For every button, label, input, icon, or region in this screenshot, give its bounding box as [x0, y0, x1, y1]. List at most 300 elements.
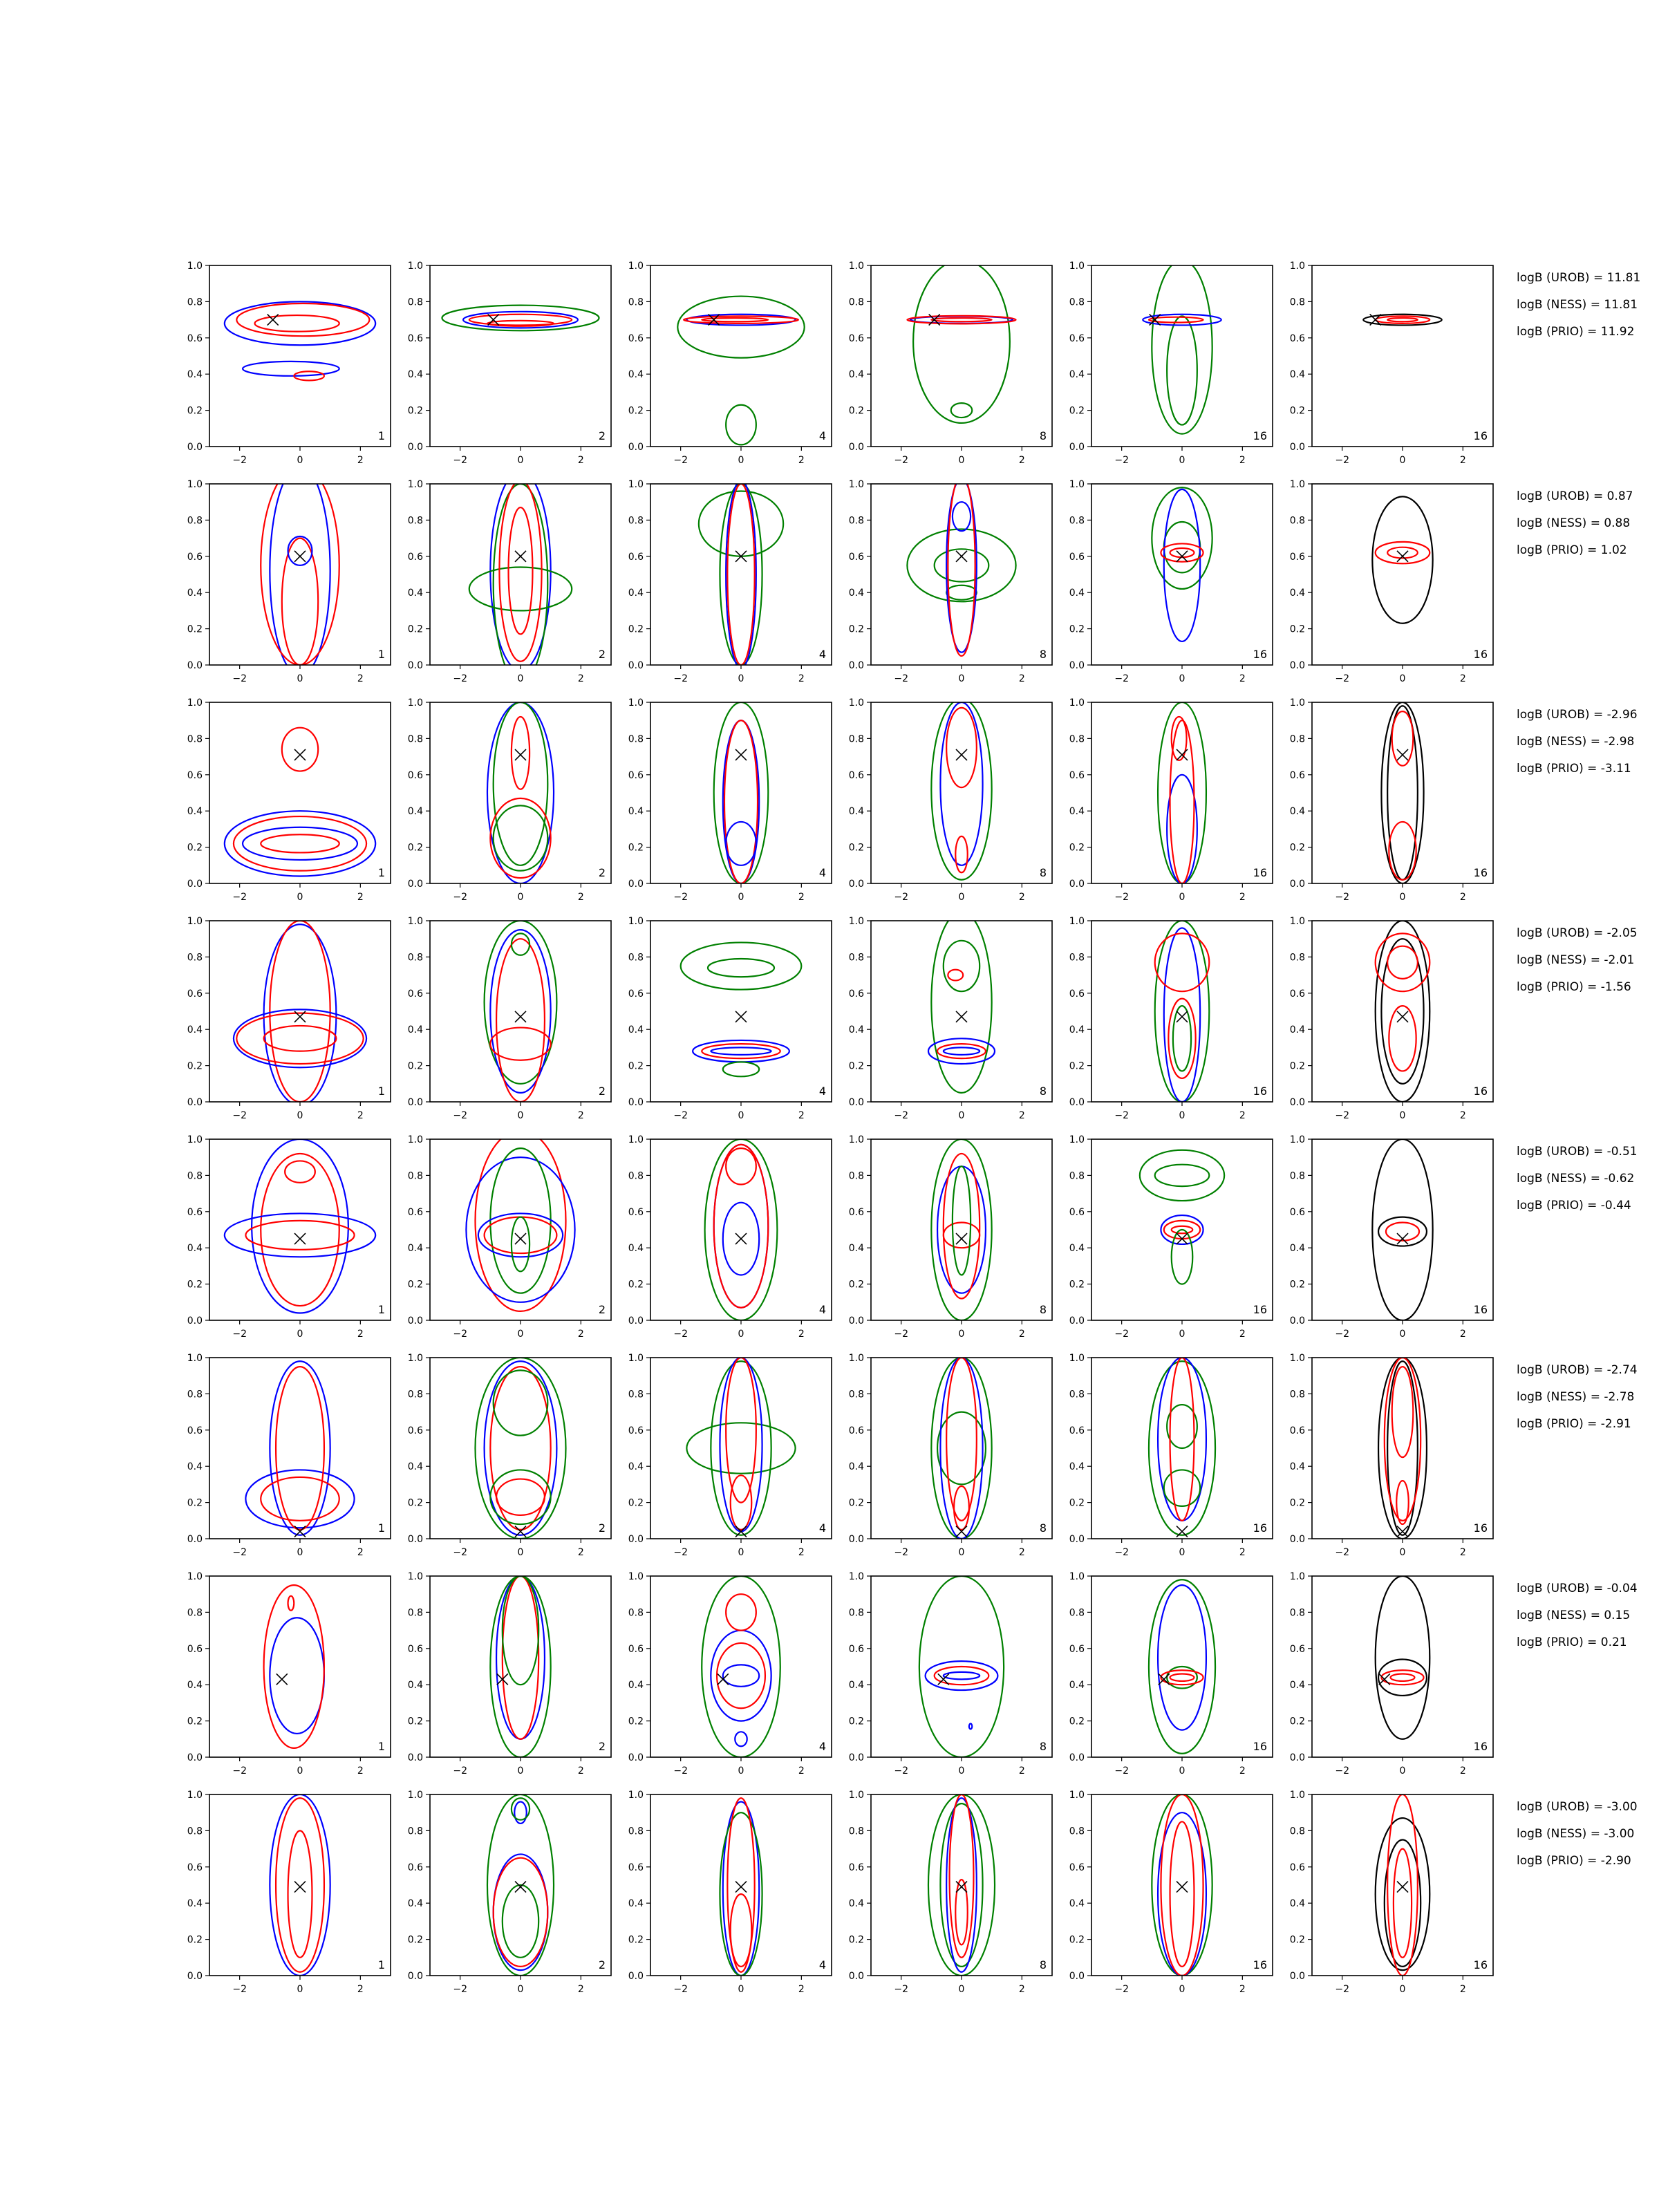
true-value-marker: [1177, 1882, 1188, 1893]
y-tick-label: 0.8: [1069, 297, 1085, 308]
panel-label: 4: [818, 1085, 826, 1098]
contour-line: [490, 930, 550, 1093]
x-tick-label: 2: [1459, 1329, 1466, 1340]
panel-r3-c4: [849, 697, 1052, 903]
x-tick-label: 0: [297, 1547, 303, 1558]
x-tick-label: 0: [958, 673, 965, 684]
y-tick-label: 0.2: [628, 624, 644, 635]
contour-group: [919, 1576, 1004, 1757]
y-tick-label: 0.6: [407, 1862, 423, 1873]
true-value-marker: [956, 1011, 967, 1022]
x-tick-label: 2: [1239, 455, 1246, 466]
contour-line: [723, 1665, 759, 1686]
y-tick-label: 1.0: [407, 1353, 423, 1364]
y-tick-label: 0.2: [1069, 842, 1085, 854]
contour-line: [1376, 542, 1430, 563]
axes-frame: [430, 1576, 611, 1757]
contour-line: [935, 549, 989, 581]
panel-r3-c1: [187, 697, 391, 903]
contour-line: [726, 1148, 756, 1184]
contour-line: [1376, 1576, 1430, 1739]
x-tick-label: 0: [1399, 673, 1406, 684]
y-tick-label: 0.4: [407, 588, 423, 599]
y-tick-label: 0.6: [848, 1206, 864, 1218]
y-tick-label: 0.4: [628, 806, 644, 818]
true-value-marker: [294, 749, 306, 760]
contour-line: [950, 1794, 974, 1958]
y-tick-label: 0.8: [187, 1826, 203, 1837]
y-tick-label: 0.0: [1069, 1097, 1085, 1108]
y-tick-label: 0.2: [187, 1934, 203, 1946]
contour-line: [245, 1470, 354, 1528]
y-tick-label: 1.0: [187, 1571, 203, 1582]
panel-r3-c3: [628, 697, 832, 903]
y-tick-label: 0.0: [628, 1315, 644, 1327]
x-tick-label: −2: [1114, 673, 1129, 684]
contour-line: [1173, 1006, 1191, 1071]
x-tick-label: 2: [1239, 1547, 1246, 1558]
logb-label: logB (PRIO) = -2.91: [1517, 1417, 1631, 1431]
y-tick-label: 1.0: [628, 1790, 644, 1801]
y-tick-label: 0.4: [848, 1898, 864, 1910]
contour-line: [714, 1145, 769, 1308]
panel-label: 2: [598, 1085, 606, 1098]
panel-label: 16: [1473, 648, 1488, 661]
panel-label: 1: [377, 648, 385, 661]
x-tick-label: 2: [1459, 892, 1466, 903]
y-tick-label: 0.4: [1069, 1461, 1085, 1473]
contour-line: [225, 301, 375, 345]
y-tick-label: 0.2: [848, 842, 864, 854]
x-tick-label: 2: [1018, 1110, 1025, 1121]
axes-frame: [1312, 484, 1493, 665]
logb-label: logB (UROB) = -3.00: [1517, 1800, 1638, 1814]
panel-r7-c6: [1290, 1571, 1493, 1777]
y-tick-label: 0.8: [407, 1170, 423, 1182]
contour-line: [940, 702, 982, 865]
panel-r4-c6: [1290, 916, 1493, 1121]
panel-label: 2: [598, 1740, 606, 1753]
y-tick-label: 0.6: [1069, 769, 1085, 781]
logb-label: logB (UROB) = -0.04: [1517, 1582, 1638, 1595]
x-tick-label: −2: [1335, 673, 1349, 684]
contour-group: [1152, 487, 1212, 641]
contour-line: [1391, 1674, 1415, 1680]
contour-line: [946, 708, 977, 787]
axes-frame: [209, 484, 391, 665]
y-tick-label: 0.8: [628, 297, 644, 308]
x-tick-label: 0: [738, 1765, 744, 1777]
panel-label: 1: [377, 1085, 385, 1098]
contour-line: [907, 529, 1015, 602]
contour-line: [727, 484, 754, 665]
y-tick-label: 0.0: [1289, 1534, 1305, 1545]
x-tick-label: 0: [958, 892, 965, 903]
x-tick-label: −2: [1335, 892, 1349, 903]
contour-line: [928, 1038, 995, 1064]
logb-label: logB (UROB) = -2.05: [1517, 926, 1638, 940]
y-tick-label: 0.8: [187, 952, 203, 964]
axes-frame: [1091, 921, 1273, 1102]
y-tick-label: 0.2: [628, 1279, 644, 1291]
x-tick-label: 0: [1179, 1110, 1185, 1121]
contour-line: [702, 318, 768, 321]
y-tick-label: 0.0: [848, 1752, 864, 1763]
axes-frame: [650, 1358, 832, 1539]
panel-r6-c6: [1290, 1353, 1493, 1558]
x-tick-label: −2: [1335, 455, 1349, 466]
axes-frame: [209, 1139, 391, 1320]
contour-line: [490, 1028, 550, 1060]
y-tick-label: 0.8: [848, 297, 864, 308]
contour-group: [907, 260, 1015, 423]
y-tick-label: 0.6: [628, 332, 644, 344]
contour-group: [1152, 1794, 1212, 1976]
x-tick-label: −2: [673, 673, 688, 684]
contour-line: [944, 1047, 980, 1054]
axes-frame: [430, 1358, 611, 1539]
x-tick-label: −2: [1114, 455, 1129, 466]
axes-frame: [1091, 484, 1273, 665]
x-tick-label: 0: [1179, 1984, 1185, 1995]
x-tick-label: 0: [517, 1329, 524, 1340]
y-tick-label: 0.0: [1289, 879, 1305, 890]
y-tick-label: 0.0: [407, 1534, 423, 1545]
y-tick-label: 0.6: [1289, 1206, 1305, 1218]
x-tick-label: 2: [357, 673, 364, 684]
y-tick-label: 1.0: [1289, 916, 1305, 927]
x-tick-label: 0: [517, 1765, 524, 1777]
contour-line: [926, 1661, 998, 1690]
contour-line: [234, 816, 366, 871]
contour-line: [1170, 1358, 1194, 1521]
x-tick-label: 2: [1239, 892, 1246, 903]
y-tick-label: 1.0: [628, 1571, 644, 1582]
panel-r4-c3: [628, 916, 832, 1121]
axes-frame: [1312, 1139, 1493, 1320]
contour-line: [955, 1880, 967, 1944]
contour-group: [225, 1139, 375, 1313]
y-tick-label: 0.6: [187, 769, 203, 781]
y-tick-label: 0.8: [628, 1389, 644, 1400]
x-tick-label: 0: [1399, 1329, 1406, 1340]
contour-line: [503, 1576, 538, 1739]
x-tick-label: 0: [1179, 1765, 1185, 1777]
y-tick-label: 0.0: [628, 1971, 644, 1982]
y-tick-label: 0.8: [1289, 297, 1305, 308]
y-tick-label: 0.8: [1069, 1389, 1085, 1400]
contour-line: [714, 702, 769, 883]
true-value-marker: [956, 1233, 967, 1244]
y-tick-label: 0.8: [1069, 733, 1085, 745]
x-tick-label: 0: [297, 892, 303, 903]
true-value-marker: [515, 749, 526, 760]
x-tick-label: −2: [673, 455, 688, 466]
y-tick-label: 0.2: [1069, 624, 1085, 635]
y-tick-label: 1.0: [848, 479, 864, 490]
y-tick-label: 0.8: [848, 733, 864, 745]
contour-line: [469, 568, 572, 611]
x-tick-label: 2: [577, 1765, 584, 1777]
contour-group: [931, 1139, 991, 1320]
axes-frame: [650, 265, 832, 447]
y-tick-label: 0.8: [628, 1826, 644, 1837]
y-tick-label: 0.2: [187, 1716, 203, 1727]
panel-r6-c2: [408, 1353, 611, 1558]
y-tick-label: 0.8: [1289, 1170, 1305, 1182]
x-tick-label: −2: [673, 1329, 688, 1340]
contour-group: [1155, 921, 1210, 1102]
true-value-marker: [1397, 1882, 1408, 1893]
y-tick-label: 0.2: [848, 1934, 864, 1946]
x-tick-label: 0: [517, 673, 524, 684]
y-tick-label: 0.4: [628, 1461, 644, 1473]
contour-line: [276, 1367, 324, 1530]
y-tick-label: 0.0: [407, 1315, 423, 1327]
contour-group: [1376, 1794, 1430, 1976]
contour-line: [726, 405, 756, 445]
contour-line: [723, 1062, 759, 1076]
y-tick-label: 1.0: [187, 1790, 203, 1801]
contour-group: [261, 466, 339, 676]
x-tick-label: 2: [357, 1547, 364, 1558]
y-tick-label: 0.0: [1289, 1971, 1305, 1982]
contour-line: [702, 1576, 780, 1757]
contour-line: [951, 403, 973, 418]
axes-frame: [871, 265, 1052, 447]
panel-r7-c3: [628, 1571, 832, 1777]
y-tick-label: 0.2: [1289, 1060, 1305, 1072]
panel-r2-c1: [187, 466, 391, 684]
x-tick-label: 2: [1459, 1765, 1466, 1777]
y-tick-label: 0.2: [187, 1279, 203, 1291]
contour-line: [503, 1885, 538, 1958]
y-tick-label: 1.0: [187, 261, 203, 272]
contour-group: [225, 728, 375, 877]
axes-frame: [650, 484, 832, 665]
x-tick-label: 0: [297, 673, 303, 684]
contour-line: [954, 1486, 969, 1530]
axes-frame: [871, 921, 1052, 1102]
y-tick-label: 0.2: [407, 1497, 423, 1509]
y-tick-label: 0.0: [1069, 1534, 1085, 1545]
y-tick-label: 0.2: [187, 1060, 203, 1072]
logb-label: logB (PRIO) = 1.02: [1517, 543, 1627, 557]
y-tick-label: 0.4: [407, 369, 423, 381]
x-tick-label: 0: [738, 455, 744, 466]
y-tick-label: 0.6: [1289, 1862, 1305, 1873]
y-tick-label: 0.8: [187, 297, 203, 308]
y-tick-label: 1.0: [187, 916, 203, 927]
contour-line: [494, 484, 548, 683]
panel-label: 16: [1253, 1958, 1267, 1971]
y-tick-label: 0.0: [187, 1315, 203, 1327]
y-tick-label: 0.2: [407, 1934, 423, 1946]
contour-line: [717, 1643, 765, 1708]
x-tick-label: −2: [232, 1765, 247, 1777]
contour-line: [225, 811, 375, 876]
y-tick-label: 0.4: [628, 369, 644, 381]
x-tick-label: 0: [1179, 673, 1185, 684]
panel-r8-c3: [628, 1790, 832, 1995]
panel-label: 8: [1039, 1740, 1047, 1753]
y-tick-label: 0.6: [848, 551, 864, 563]
y-tick-label: 1.0: [628, 1353, 644, 1364]
contour-line: [1155, 933, 1210, 991]
contour-group: [270, 1794, 330, 1976]
y-tick-label: 0.8: [1069, 515, 1085, 527]
panel-label: 16: [1253, 866, 1267, 879]
contour-line: [490, 1576, 550, 1757]
y-tick-label: 1.0: [628, 261, 644, 272]
contour-line: [270, 1794, 330, 1976]
y-tick-label: 0.4: [1289, 1024, 1305, 1036]
y-tick-label: 0.8: [407, 1607, 423, 1619]
panel-label: 1: [377, 866, 385, 879]
contour-line: [723, 720, 759, 883]
y-tick-label: 0.0: [1069, 442, 1085, 453]
panel-r1-c4: [849, 260, 1052, 466]
contour-line: [907, 316, 1015, 324]
y-tick-label: 1.0: [1069, 1353, 1085, 1364]
x-tick-label: −2: [1114, 1765, 1129, 1777]
contour-group: [490, 1576, 550, 1757]
contour-line: [726, 1594, 756, 1630]
axes-frame: [430, 484, 611, 665]
contour-line: [937, 1044, 986, 1058]
axes-frame: [1312, 1794, 1493, 1976]
x-tick-label: −2: [453, 455, 467, 466]
contour-group: [225, 301, 375, 380]
contour-line: [705, 1139, 778, 1320]
x-tick-label: 2: [1018, 673, 1025, 684]
x-tick-label: 0: [738, 1547, 744, 1558]
contour-line: [953, 1166, 971, 1275]
x-tick-label: 2: [357, 1110, 364, 1121]
panel-r5-c1: [187, 1134, 391, 1340]
x-tick-label: 2: [1239, 1984, 1246, 1995]
y-tick-label: 0.0: [628, 1534, 644, 1545]
panel-r7-c4: [849, 1571, 1052, 1777]
x-tick-label: 0: [517, 1547, 524, 1558]
contour-line: [494, 702, 548, 865]
contour-line: [731, 1894, 752, 1967]
contour-line: [494, 1854, 548, 1970]
y-tick-label: 0.2: [628, 1716, 644, 1727]
contour-group: [1378, 1358, 1427, 1539]
panel-r2-c6: [1290, 479, 1493, 684]
y-tick-label: 0.4: [407, 806, 423, 818]
true-value-marker: [515, 551, 526, 562]
panel-label: 4: [818, 1958, 826, 1971]
y-tick-label: 0.4: [628, 1680, 644, 1691]
axes-frame: [1091, 702, 1273, 883]
x-tick-label: −2: [894, 1547, 908, 1558]
y-tick-label: 0.4: [1069, 1898, 1085, 1910]
contour-line: [494, 805, 548, 870]
panel-label: 16: [1253, 1303, 1267, 1316]
contour-line: [1167, 1405, 1197, 1448]
contour-group: [469, 471, 572, 684]
panel-label: 16: [1473, 1085, 1488, 1098]
contour-line: [935, 1667, 989, 1685]
contour-line: [1376, 921, 1430, 1102]
true-value-marker: [294, 1233, 306, 1244]
logb-label: logB (UROB) = 0.87: [1517, 489, 1633, 503]
x-tick-label: 2: [1459, 455, 1466, 466]
logb-label: logB (PRIO) = 0.21: [1517, 1635, 1627, 1649]
true-value-marker: [1177, 1011, 1188, 1022]
y-tick-label: 0.8: [1289, 1607, 1305, 1619]
y-tick-label: 1.0: [1069, 1790, 1085, 1801]
y-tick-label: 0.0: [187, 660, 203, 671]
y-tick-label: 0.6: [407, 332, 423, 344]
y-tick-label: 0.4: [1289, 1898, 1305, 1910]
y-tick-label: 1.0: [1289, 1134, 1305, 1145]
y-tick-label: 0.6: [407, 1643, 423, 1655]
panel-label: 1: [377, 429, 385, 442]
contour-group: [677, 297, 804, 445]
contour-group: [907, 475, 1015, 656]
x-tick-label: −2: [1335, 1110, 1349, 1121]
panel-label: 16: [1253, 1085, 1267, 1098]
y-tick-label: 0.6: [628, 1643, 644, 1655]
panel-label: 16: [1473, 1521, 1488, 1535]
panel-r1-c1: [187, 261, 391, 466]
contour-group: [245, 1361, 354, 1535]
y-tick-label: 0.0: [1069, 1752, 1085, 1763]
y-tick-label: 0.8: [187, 733, 203, 745]
true-value-marker: [515, 1011, 526, 1022]
logb-label: logB (NESS) = -2.01: [1517, 953, 1635, 967]
y-tick-label: 0.2: [848, 1279, 864, 1291]
axes-frame: [1312, 921, 1493, 1102]
x-tick-label: −2: [894, 1110, 908, 1121]
y-tick-label: 0.8: [848, 1607, 864, 1619]
y-tick-label: 0.0: [1069, 879, 1085, 890]
contour-group: [476, 1358, 566, 1539]
y-tick-label: 0.2: [848, 1497, 864, 1509]
contour-line: [1158, 1812, 1206, 1976]
x-tick-label: −2: [1114, 1329, 1129, 1340]
axes-frame: [650, 1139, 832, 1320]
contour-line: [264, 1026, 337, 1051]
y-tick-label: 1.0: [848, 697, 864, 709]
contour-line: [1376, 1818, 1430, 1970]
y-tick-label: 1.0: [407, 697, 423, 709]
y-tick-label: 0.2: [1289, 624, 1305, 635]
y-tick-label: 1.0: [1289, 1790, 1305, 1801]
contour-line: [1394, 1849, 1412, 1958]
y-tick-label: 0.6: [187, 988, 203, 1000]
contour-line: [1170, 1821, 1194, 1967]
x-tick-label: −2: [894, 892, 908, 903]
x-tick-label: −2: [673, 1547, 688, 1558]
y-tick-label: 0.6: [628, 1862, 644, 1873]
y-tick-label: 0.2: [407, 1060, 423, 1072]
y-tick-label: 1.0: [407, 1790, 423, 1801]
x-tick-label: −2: [232, 673, 247, 684]
y-tick-label: 0.6: [1069, 1862, 1085, 1873]
y-tick-label: 1.0: [187, 697, 203, 709]
y-tick-label: 0.4: [187, 806, 203, 818]
x-tick-label: 0: [1179, 1547, 1185, 1558]
y-tick-label: 0.2: [1289, 842, 1305, 854]
panel-r2-c2: [408, 471, 611, 684]
x-tick-label: −2: [453, 1765, 467, 1777]
true-value-marker: [735, 1011, 747, 1022]
panel-label: 16: [1473, 429, 1488, 442]
